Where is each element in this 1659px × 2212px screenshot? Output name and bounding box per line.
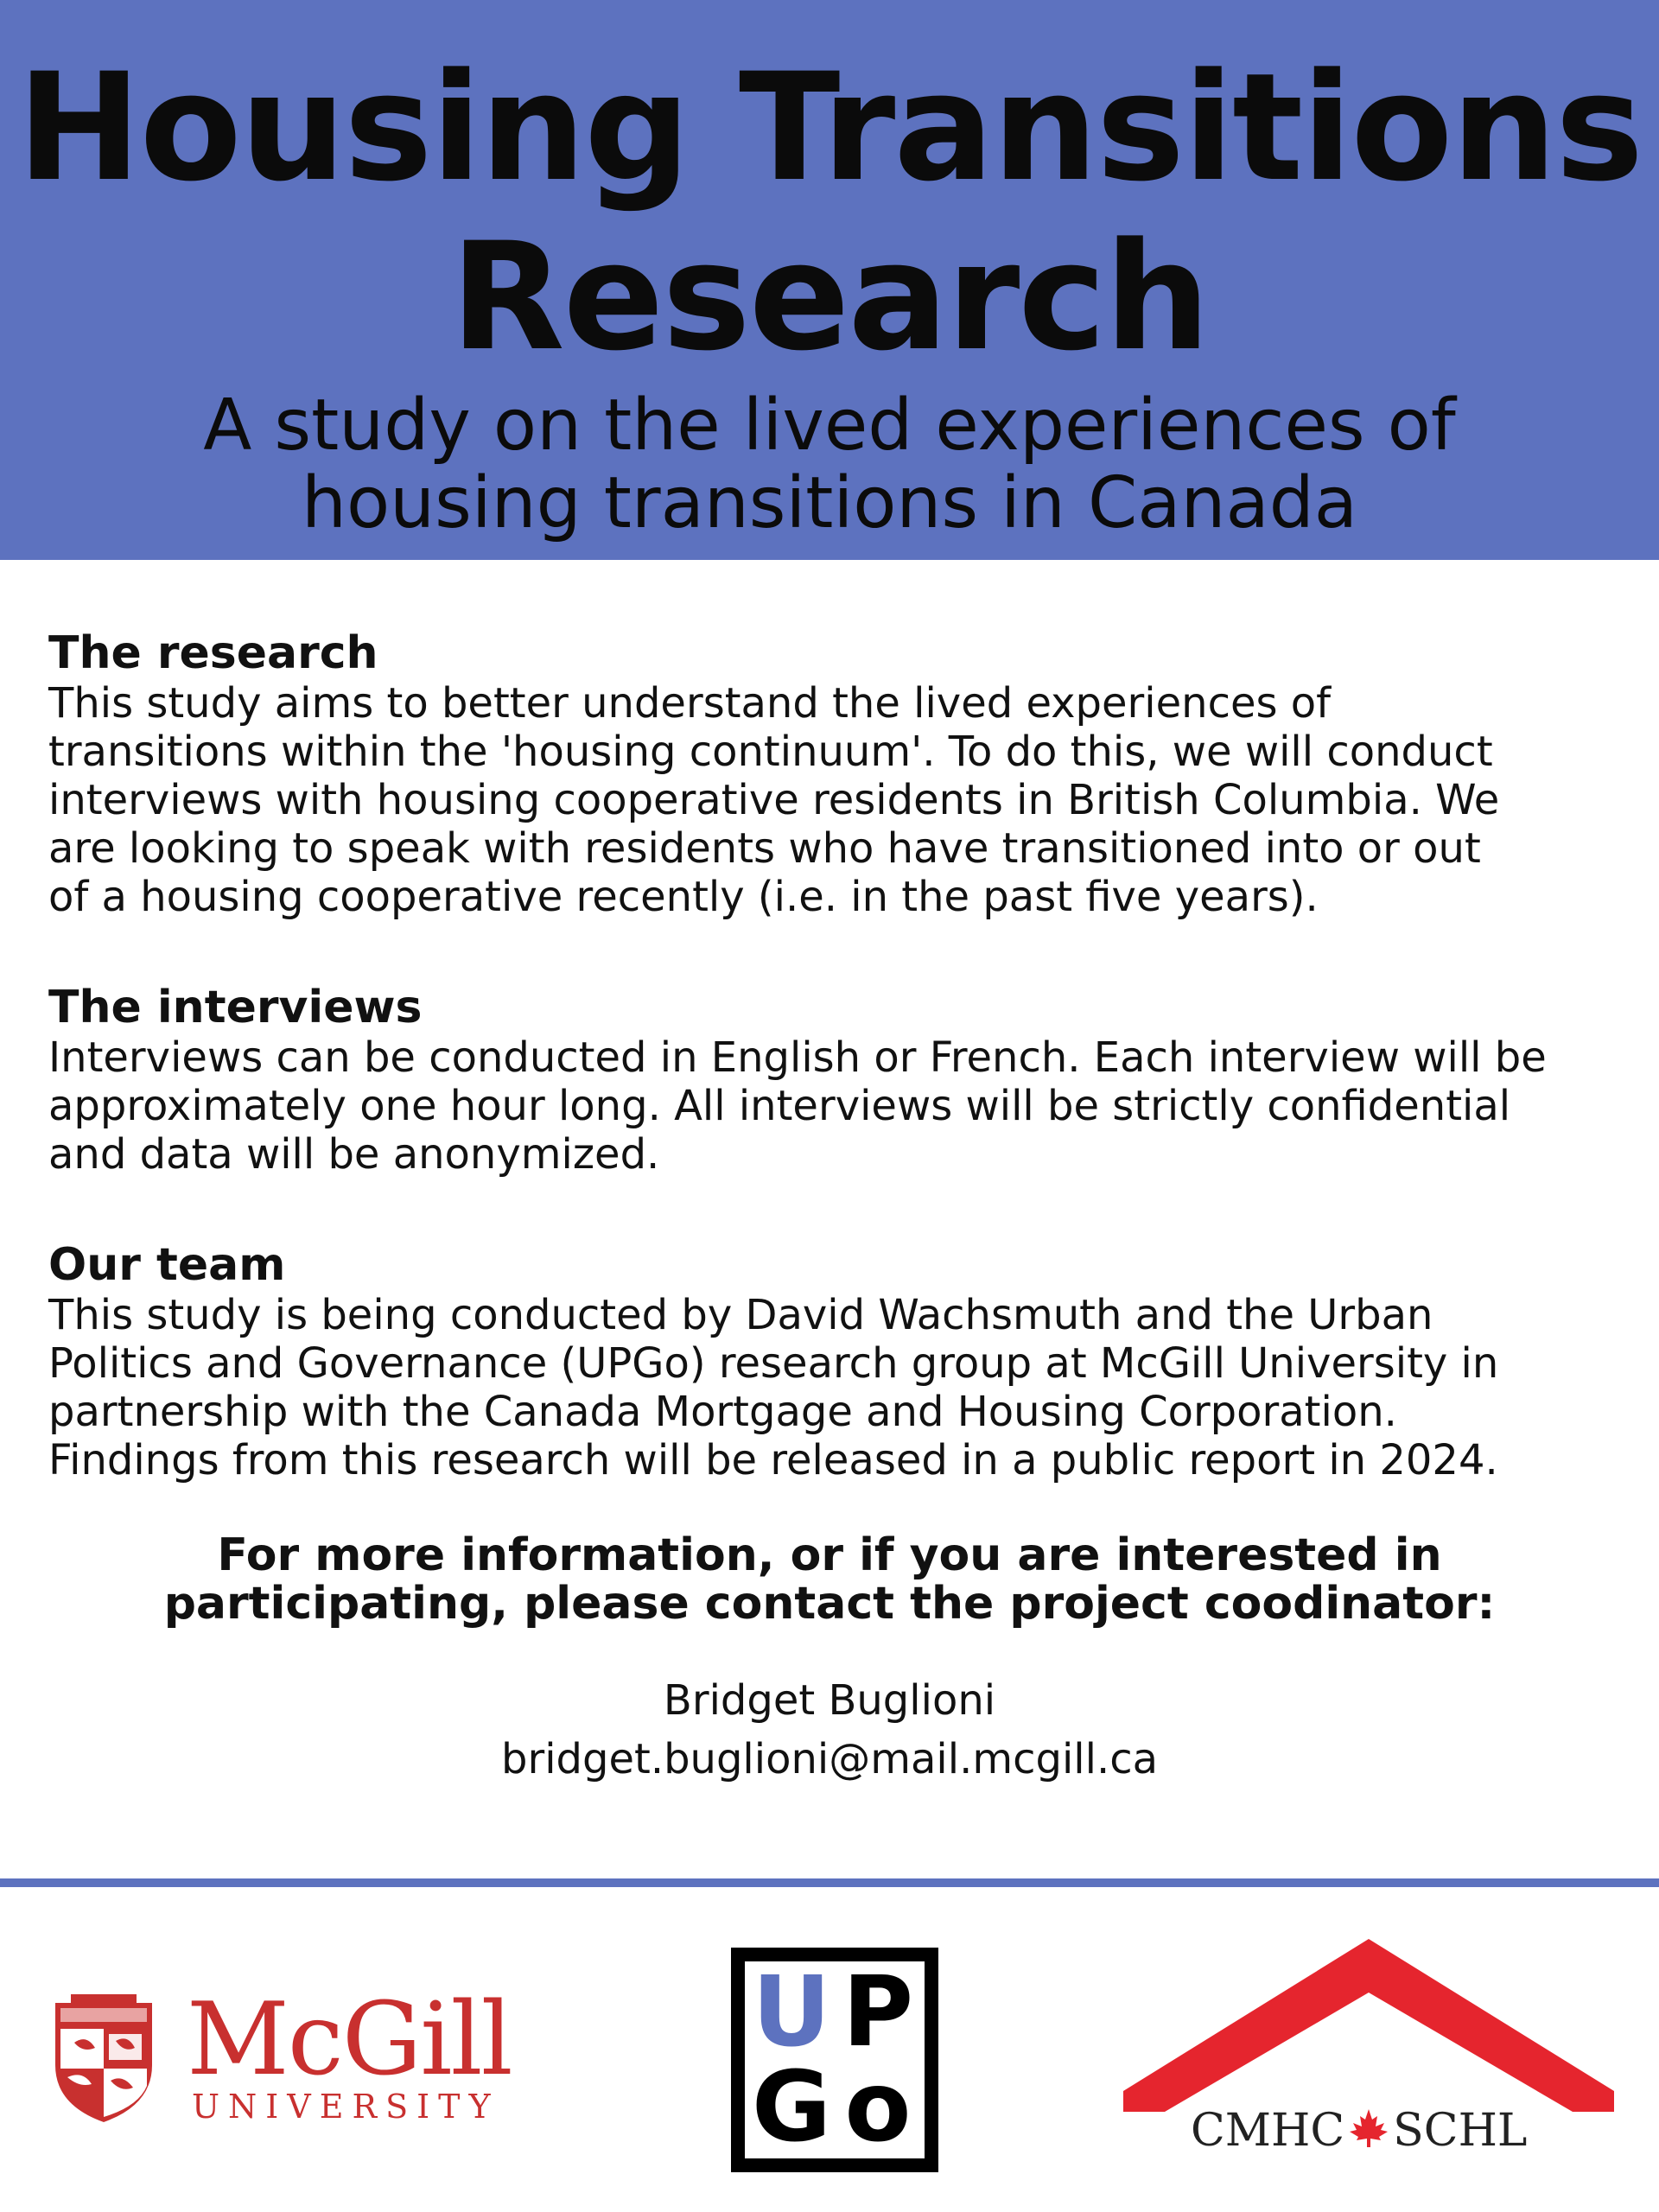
page-title — [0, 0, 1659, 382]
body-line: Interviews can be conducted in English or French. Each interview will be — [48, 1033, 1547, 1082]
section-heading: Our team — [48, 1239, 286, 1291]
body-line: and data will be anonymized. — [48, 1130, 660, 1179]
content-area — [48, 627, 1621, 1545]
page-subtitle — [0, 387, 1659, 543]
header-banner — [0, 0, 1659, 560]
upgo-logo-frame — [745, 1956, 925, 2164]
footer-divider — [0, 1878, 1659, 1887]
upgo-letter-g: G — [752, 2051, 831, 2164]
contact-prompt-line-2: participating, please contact the project coodinator: — [163, 1578, 1496, 1630]
section-heading: The research — [48, 627, 378, 679]
maple-leaf-icon — [1344, 2107, 1393, 2149]
cmhc-logo — [1123, 1939, 1614, 2181]
title-line-1: Housing Transitions — [16, 41, 1643, 214]
cmhc-text-left: CMHC — [1191, 2105, 1345, 2157]
body-line: approximately one hour long. All interviews will be strictly confidential — [48, 1082, 1511, 1130]
section-body — [48, 1291, 1621, 1484]
cmhc-text-right: SCHL — [1393, 2105, 1528, 2157]
contact-name: Bridget Buglioni — [663, 1676, 996, 1725]
section-body — [48, 679, 1621, 921]
cmhc-wordmark — [1191, 2105, 1554, 2157]
body-line: interviews with housing cooperative residents in British Columbia. We — [48, 776, 1500, 824]
upgo-letter-u: U — [752, 1956, 831, 2069]
subtitle-line-1: A study on the lived experiences of — [203, 385, 1456, 467]
body-line: are looking to speak with residents who have transitioned into or out — [48, 824, 1481, 873]
upgo-letter-p: P — [842, 1956, 914, 2069]
section-team — [48, 1239, 1621, 1484]
mcgill-logo — [48, 1981, 550, 2129]
contact-prompt — [156, 1531, 1503, 1628]
body-line: Findings from this research will be released in a public report in 2024. — [48, 1436, 1498, 1484]
contact-email-link[interactable]: bridget.buglioni@mail.mcgill.ca — [500, 1735, 1159, 1783]
contact-prompt-line-1: For more information, or if you are interested in — [217, 1529, 1442, 1581]
subtitle-line-2: housing transitions in Canada — [302, 462, 1357, 544]
mcgill-crest-icon — [48, 1991, 159, 2126]
mcgill-subtitle: UNIVERSITY — [192, 2088, 499, 2126]
body-line: transitions within the 'housing continuum'. To do this, we will conduct — [48, 728, 1493, 776]
cmhc-roof-icon — [1123, 1939, 1614, 2112]
section-heading: The interviews — [48, 982, 423, 1033]
body-line: This study is being conducted by David Wachsmuth and the Urban — [48, 1291, 1433, 1339]
section-research — [48, 627, 1621, 921]
upgo-letter-o: o — [844, 2051, 912, 2164]
section-interviews — [48, 982, 1621, 1179]
body-line: of a housing cooperative recently (i.e. in the past five years). — [48, 873, 1319, 921]
body-line: This study aims to better understand the lived experiences of — [48, 679, 1332, 728]
upgo-logo — [731, 1948, 938, 2172]
contact-block — [0, 1531, 1659, 1789]
body-line: partnership with the Canada Mortgage and Housing Corporation. — [48, 1388, 1397, 1436]
section-body — [48, 1033, 1621, 1179]
body-line: Politics and Governance (UPGo) research group at McGill University in — [48, 1339, 1499, 1388]
title-line-2: Research — [450, 210, 1209, 384]
logo-bar — [0, 1887, 1659, 2212]
mcgill-wordmark: McGill — [187, 1981, 512, 2098]
